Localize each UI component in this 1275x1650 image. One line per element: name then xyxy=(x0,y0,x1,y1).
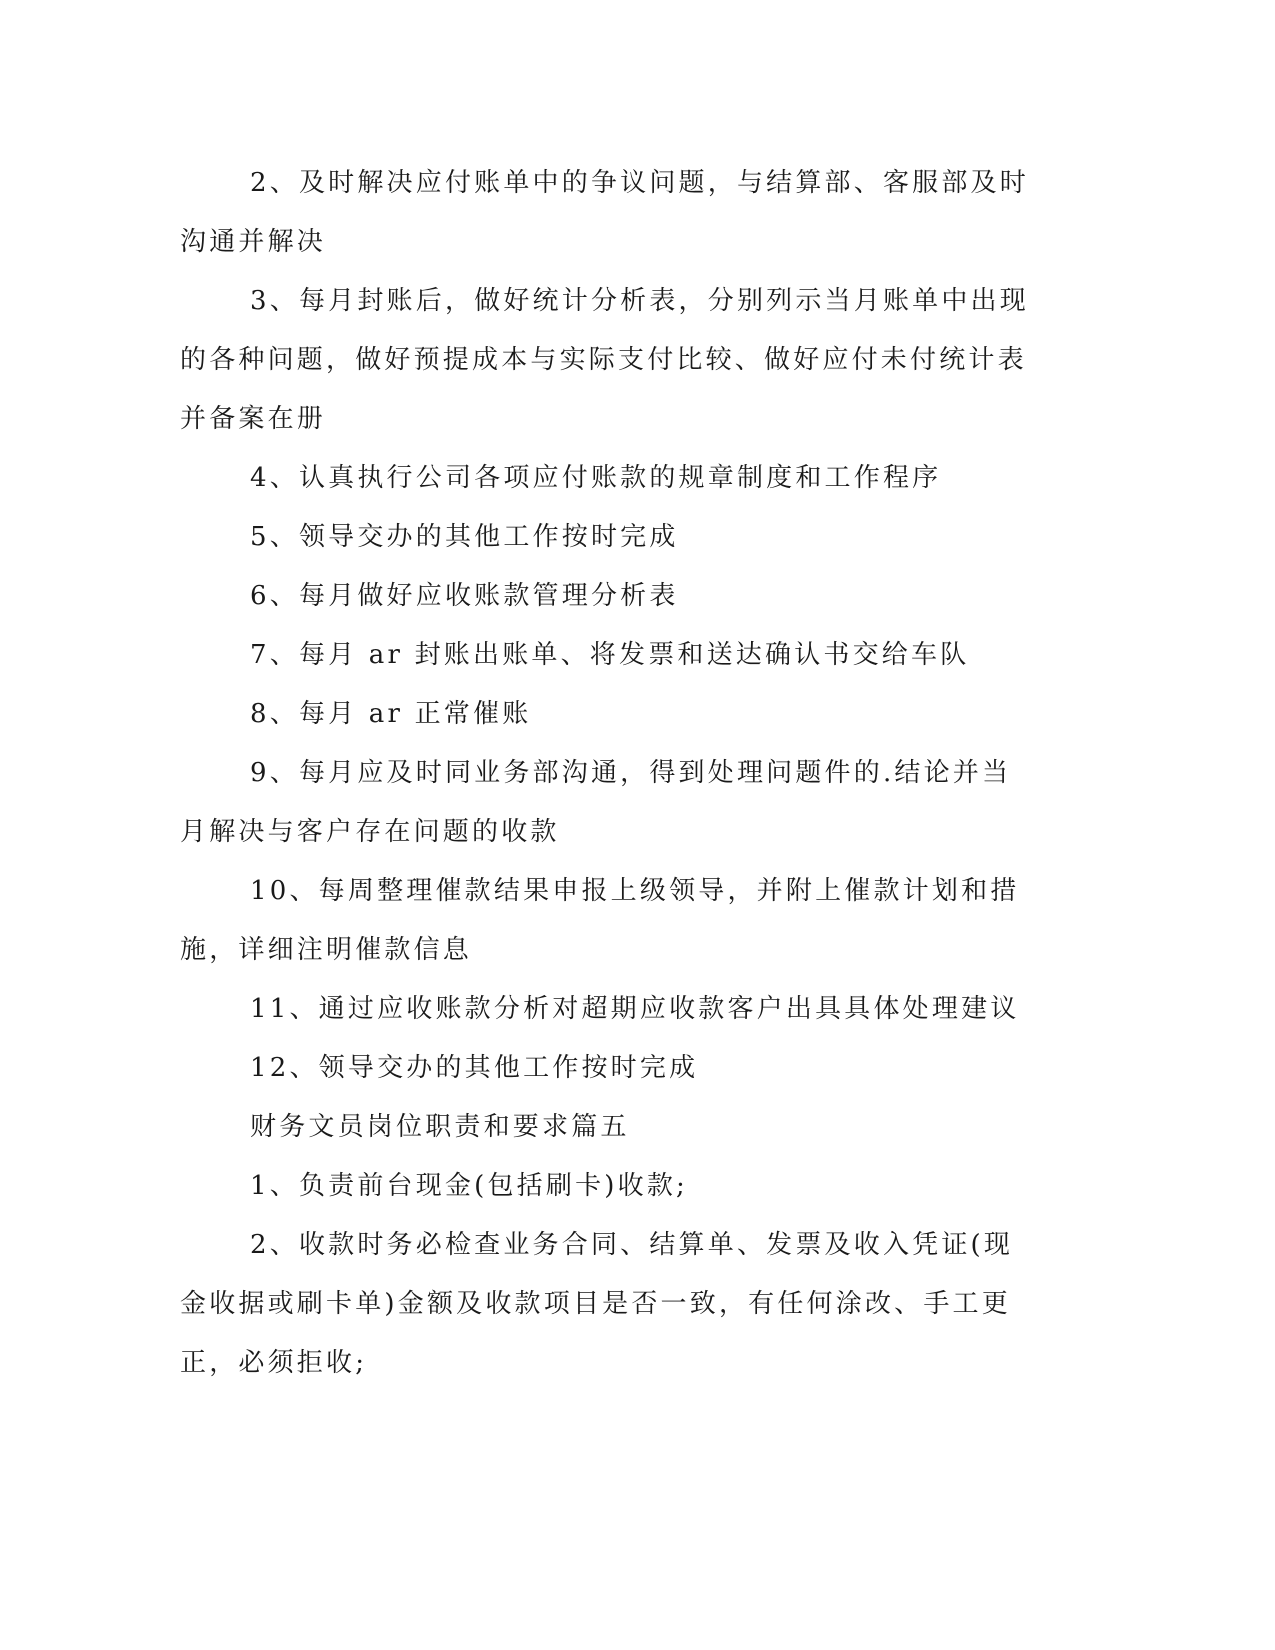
paragraph-item-1-front-desk-cash: 1、负责前台现金(包括刷卡)收款; xyxy=(250,1171,688,1201)
section-heading: 财务文员岗位职责和要求篇五 xyxy=(250,1112,630,1142)
paragraph-item-2-receipt-check: 2、收款时务必检查业务合同、结算单、发票及收入凭证(现金收据或刷卡单)金额及收款项目是否一致，有任何涂改、手工更正，必须拒收; xyxy=(180,1230,1014,1378)
paragraph-item-3-monthly-analysis: 3、每月封账后，做好统计分析表，分别列示当月账单中出现的各种问题，做好预提成本与实际支付比较、做好应付未付统计表并备案在册 xyxy=(180,286,1029,434)
paragraph-item-11-overdue-suggestions: 11、通过应收账款分析对超期应收款客户出具具体处理建议 xyxy=(250,994,1020,1024)
paragraph-item-4-policy-execution: 4、认真执行公司各项应付账款的规章制度和工作程序 xyxy=(250,463,942,493)
paragraph-item-12-assigned-tasks: 12、领导交办的其他工作按时完成 xyxy=(250,1053,699,1083)
paragraph-item-9-business-communication: 9、每月应及时同业务部沟通，得到处理问题件的.结论并当月解决与客户存在问题的收款 xyxy=(180,758,1012,847)
paragraph-item-6-receivables-analysis: 6、每月做好应收账款管理分析表 xyxy=(250,581,679,611)
document-body xyxy=(180,154,1032,1393)
paragraph-item-7-ar-billing: 7、每月 ar 封账出账单、将发票和送达确认书交给车队 xyxy=(250,640,970,670)
paragraph-item-5-assigned-tasks: 5、领导交办的其他工作按时完成 xyxy=(250,522,679,552)
paragraph-item-8-ar-collection: 8、每月 ar 正常催账 xyxy=(250,699,532,729)
paragraph-item-10-weekly-report: 10、每周整理催款结果申报上级领导，并附上催款计划和措施，详细注明催款信息 xyxy=(180,876,1020,965)
paragraph-item-2-payables-dispute: 2、及时解决应付账单中的争议问题，与结算部、客服部及时沟通并解决 xyxy=(180,168,1029,257)
